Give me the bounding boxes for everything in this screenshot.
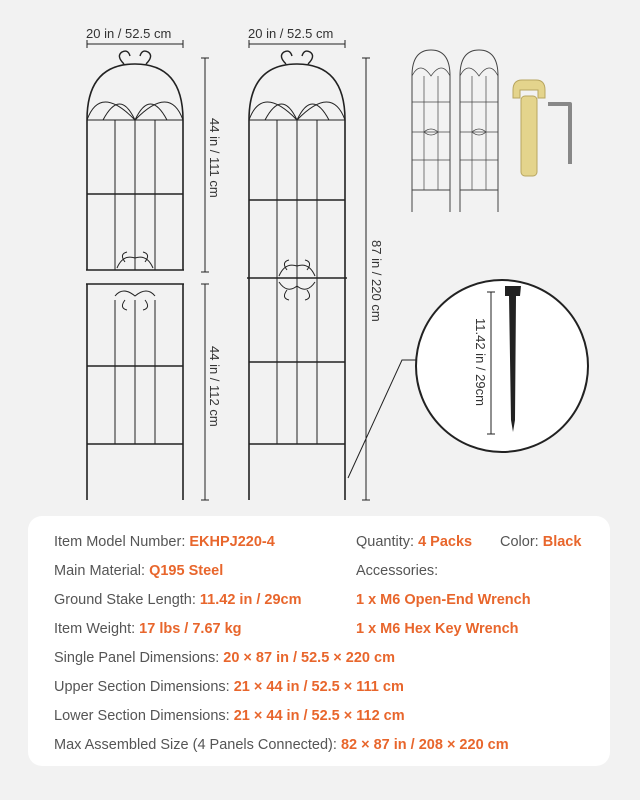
spec-weight-value: 17 lbs / 7.67 kg [139,621,242,637]
spec-upper-section [54,679,404,695]
spec-accessory-2-value: 1 x M6 Hex Key Wrench [356,621,519,637]
spec-single-panel [54,650,395,666]
left-width-label: 20 in / 52.5 cm [86,26,172,41]
spec-stake-value: 11.42 in / 29cm [199,592,302,608]
spec-model-label: Item Model Number: [54,534,186,550]
spec-material [54,563,223,579]
spec-quantity-label: Quantity: [356,534,415,550]
spec-accessories-label: Accessories: [356,563,439,579]
open-end-wrench-icon [513,80,545,176]
spec-lower-section-value: 21 × 44 in / 52.5 × 112 cm [233,708,405,724]
spec-quantity [356,534,472,550]
spec-lower-section-label: Lower Section Dimensions: [54,708,230,724]
stake-detail-circle [416,280,588,452]
total-height-label: 87 in / 220 cm [369,240,384,322]
spec-model-value: EKHPJ220-4 [189,534,275,550]
middle-trellis [247,51,347,500]
spec-color-value: Black [542,534,582,550]
stake-leader-line [348,360,418,478]
spec-upper-section-label: Upper Section Dimensions: [54,679,230,695]
spec-single-panel-value: 20 × 87 in / 52.5 × 220 cm [223,650,395,666]
spec-quantity-value: 4 Packs [418,534,473,550]
spec-max-size [54,737,509,753]
spec-stake-label: Ground Stake Length: [54,592,196,608]
specifications-card [28,516,610,766]
thumbnail-trellis-1 [412,50,450,212]
middle-width-label: 20 in / 52.5 cm [248,26,334,41]
spec-stake [54,592,302,608]
spec-weight-label: Item Weight: [54,621,136,637]
spec-accessory-1 [356,592,531,608]
thumbnail-trellis-2 [460,50,498,212]
middle-width-dimension [249,40,345,48]
spec-upper-section-value: 21 × 44 in / 52.5 × 111 cm [233,679,404,695]
left-trellis-upper [86,51,184,270]
spec-lower-section [54,708,405,724]
spec-material-value: Q195 Steel [149,563,224,579]
stake-length-label: 11.42 in / 29cm [473,318,488,406]
spec-accessory-2 [356,621,519,637]
upper-height-label: 44 in / 111 cm [207,118,222,198]
spec-color-label: Color: [500,534,539,550]
spec-max-size-label: Max Assembled Size (4 Panels Connected): [54,737,337,753]
left-trellis-lower [86,284,184,500]
spec-model [54,534,275,550]
spec-weight [54,621,242,637]
left-width-dimension [87,40,183,48]
spec-max-size-value: 82 × 87 in / 208 × 220 cm [340,737,509,753]
hex-key-icon [548,104,570,164]
spec-accessory-1-value: 1 x M6 Open-End Wrench [356,592,531,608]
lower-height-label: 44 in / 112 cm [207,346,222,427]
spec-color [500,534,581,550]
spec-material-label: Main Material: [54,563,146,579]
spec-single-panel-label: Single Panel Dimensions: [54,650,220,666]
